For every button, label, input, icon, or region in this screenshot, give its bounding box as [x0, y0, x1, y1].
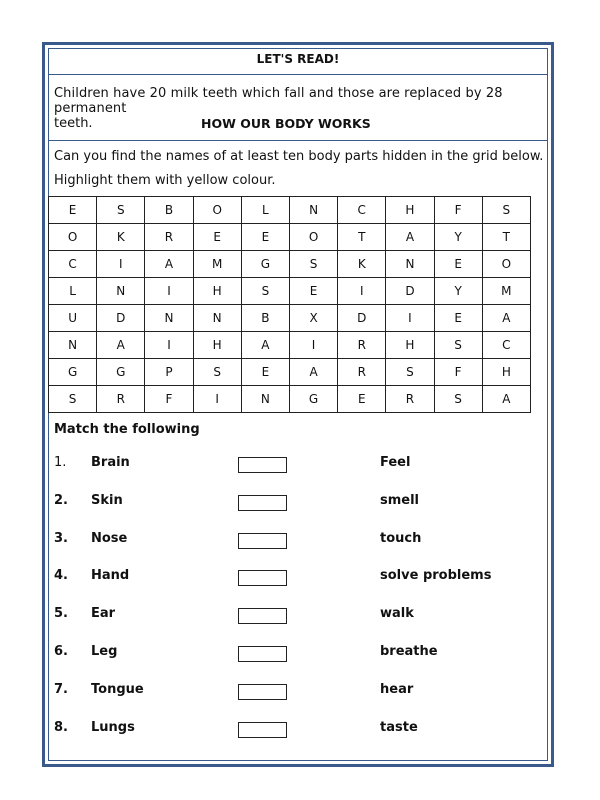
body-part-label: Leg	[91, 644, 118, 659]
grid-cell[interactable]: D	[338, 305, 386, 332]
body-part-label: Ear	[91, 606, 116, 621]
grid-cell[interactable]: A	[97, 332, 145, 359]
answer-box[interactable]	[238, 570, 287, 586]
function-label: walk	[380, 606, 414, 621]
grid-cell[interactable]: G	[241, 251, 289, 278]
grid-cell[interactable]: I	[145, 332, 193, 359]
grid-cell[interactable]: H	[193, 332, 241, 359]
grid-cell[interactable]: X	[289, 305, 337, 332]
item-number: 1.	[54, 455, 67, 470]
grid-cell[interactable]: I	[97, 251, 145, 278]
grid-cell[interactable]: A	[482, 386, 530, 413]
grid-cell[interactable]: H	[193, 278, 241, 305]
grid-cell[interactable]: S	[289, 251, 337, 278]
grid-cell[interactable]: O	[49, 224, 97, 251]
answer-box[interactable]	[238, 457, 287, 473]
function-label: hear	[380, 682, 414, 697]
item-number: 5.	[54, 606, 68, 621]
grid-cell[interactable]: E	[434, 251, 482, 278]
grid-cell[interactable]: E	[434, 305, 482, 332]
grid-cell[interactable]: O	[289, 224, 337, 251]
body-part-label: Nose	[91, 531, 128, 546]
grid-cell[interactable]: Y	[434, 278, 482, 305]
grid-cell[interactable]: N	[145, 305, 193, 332]
grid-cell[interactable]: A	[289, 359, 337, 386]
grid-cell[interactable]: K	[338, 251, 386, 278]
grid-cell[interactable]: K	[97, 224, 145, 251]
grid-cell[interactable]: S	[193, 359, 241, 386]
grid-cell[interactable]: F	[434, 359, 482, 386]
grid-cell[interactable]: H	[386, 332, 434, 359]
answer-box[interactable]	[238, 533, 287, 549]
grid-cell[interactable]: A	[241, 332, 289, 359]
grid-cell[interactable]: A	[145, 251, 193, 278]
grid-cell[interactable]: M	[482, 278, 530, 305]
function-label: taste	[380, 720, 418, 735]
grid-row	[49, 278, 531, 305]
grid-cell[interactable]: S	[97, 197, 145, 224]
function-label: Feel	[380, 455, 411, 470]
item-number: 3.	[54, 531, 68, 546]
instruction-line-1: Can you find the names of at least ten body parts hidden in the grid below.	[54, 149, 544, 164]
item-number: 2.	[54, 493, 68, 508]
section-subtitle: HOW OUR BODY WORKS	[201, 116, 371, 131]
grid-cell[interactable]: B	[145, 197, 193, 224]
grid-cell[interactable]: N	[386, 251, 434, 278]
grid-cell[interactable]: B	[241, 305, 289, 332]
answer-box[interactable]	[238, 722, 287, 738]
grid-cell[interactable]: T	[482, 224, 530, 251]
grid-cell[interactable]: G	[97, 359, 145, 386]
grid-row	[49, 332, 531, 359]
grid-cell[interactable]: R	[145, 224, 193, 251]
body-part-label: Hand	[91, 568, 130, 583]
grid-cell[interactable]: I	[289, 332, 337, 359]
grid-cell[interactable]: E	[193, 224, 241, 251]
page-title: LET'S READ!	[256, 52, 340, 66]
grid-cell[interactable]: A	[482, 305, 530, 332]
answer-box[interactable]	[238, 495, 287, 511]
grid-cell[interactable]: N	[241, 386, 289, 413]
body-part-label: Skin	[91, 493, 123, 508]
grid-cell[interactable]: D	[386, 278, 434, 305]
grid-cell[interactable]: H	[386, 197, 434, 224]
grid-cell[interactable]: L	[49, 278, 97, 305]
item-number: 7.	[54, 682, 68, 697]
grid-cell[interactable]: D	[97, 305, 145, 332]
grid-cell[interactable]: F	[145, 386, 193, 413]
grid-row	[49, 251, 531, 278]
match-title: Match the following	[54, 422, 200, 437]
grid-row	[49, 305, 531, 332]
grid-cell[interactable]: G	[289, 386, 337, 413]
divider	[48, 140, 548, 141]
function-label: smell	[380, 493, 420, 508]
grid-cell[interactable]: N	[289, 197, 337, 224]
body-part-label: Tongue	[91, 682, 144, 697]
item-number: 6.	[54, 644, 68, 659]
reading-line-2: teeth.	[54, 116, 93, 131]
grid-cell[interactable]: Y	[434, 224, 482, 251]
grid-cell[interactable]: R	[386, 386, 434, 413]
grid-cell[interactable]: I	[338, 278, 386, 305]
function-label: breathe	[380, 644, 438, 659]
grid-cell[interactable]: C	[49, 251, 97, 278]
grid-cell[interactable]: S	[49, 386, 97, 413]
answer-box[interactable]	[238, 646, 287, 662]
grid-cell[interactable]: P	[145, 359, 193, 386]
grid-cell[interactable]: O	[193, 197, 241, 224]
grid-cell[interactable]: M	[193, 251, 241, 278]
grid-cell[interactable]: U	[49, 305, 97, 332]
grid-row	[49, 197, 531, 224]
grid-cell[interactable]: I	[193, 386, 241, 413]
grid-cell[interactable]: N	[49, 332, 97, 359]
reading-line-1: Children have 20 milk teeth which fall and those are replaced by 28 permanent	[54, 86, 503, 116]
grid-cell[interactable]: N	[193, 305, 241, 332]
grid-cell[interactable]: T	[338, 224, 386, 251]
divider	[48, 74, 548, 75]
word-search-grid	[48, 196, 531, 413]
item-number: 4.	[54, 568, 68, 583]
grid-cell[interactable]: S	[482, 197, 530, 224]
grid-cell[interactable]: E	[241, 224, 289, 251]
answer-box[interactable]	[238, 608, 287, 624]
grid-cell[interactable]: H	[482, 359, 530, 386]
function-label: touch	[380, 531, 422, 546]
grid-cell[interactable]: E	[241, 359, 289, 386]
grid-cell[interactable]: S	[434, 386, 482, 413]
grid-cell[interactable]: O	[482, 251, 530, 278]
answer-box[interactable]	[238, 684, 287, 700]
body-part-label: Brain	[91, 455, 130, 470]
grid-cell[interactable]: E	[289, 278, 337, 305]
function-label: solve problems	[380, 568, 492, 583]
grid-cell[interactable]: R	[97, 386, 145, 413]
grid-cell[interactable]: E	[49, 197, 97, 224]
grid-cell[interactable]: E	[338, 386, 386, 413]
grid-row	[49, 224, 531, 251]
grid-cell[interactable]: F	[434, 197, 482, 224]
grid-cell[interactable]: C	[482, 332, 530, 359]
grid-cell[interactable]: G	[49, 359, 97, 386]
grid-cell[interactable]: I	[145, 278, 193, 305]
grid-cell[interactable]: I	[386, 305, 434, 332]
instruction-line-2: Highlight them with yellow colour.	[54, 173, 276, 188]
grid-row	[49, 386, 531, 413]
grid-cell[interactable]: A	[386, 224, 434, 251]
grid-cell[interactable]: S	[386, 359, 434, 386]
grid-cell[interactable]: N	[97, 278, 145, 305]
grid-cell[interactable]: S	[434, 332, 482, 359]
grid-cell[interactable]: C	[338, 197, 386, 224]
grid-cell[interactable]: R	[338, 359, 386, 386]
item-number: 8.	[54, 720, 68, 735]
body-part-label: Lungs	[91, 720, 135, 735]
grid-cell[interactable]: S	[241, 278, 289, 305]
grid-row	[49, 359, 531, 386]
grid-cell[interactable]: R	[338, 332, 386, 359]
grid-cell[interactable]: L	[241, 197, 289, 224]
